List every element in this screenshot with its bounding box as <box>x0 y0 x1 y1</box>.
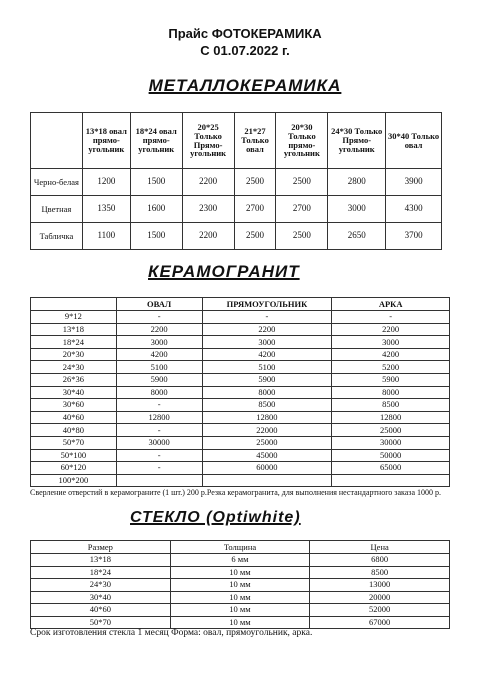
ceramo-price-cell: 8500 <box>332 399 450 412</box>
ceramo-row <box>31 462 450 475</box>
glass-table <box>30 540 450 629</box>
ceramo-row <box>31 424 450 437</box>
ceramo-size-cell: 40*60 <box>31 411 117 424</box>
ceramo-price-cell: 3000 <box>116 336 202 349</box>
ceramo-price-cell: - <box>116 311 202 324</box>
glass-size-cell: 40*60 <box>31 604 171 617</box>
metal-col-header: 18*24 овал прямо-угольник <box>130 113 182 169</box>
metal-price-cell: 1500 <box>130 169 182 196</box>
glass-row <box>31 579 450 592</box>
ceramo-size-cell: 20*30 <box>31 348 117 361</box>
ceramic-granite-heading: КЕРАМОГРАНИТ <box>148 262 300 281</box>
metal-row-label: Цветная <box>31 196 83 223</box>
ceramo-price-cell: 2200 <box>116 323 202 336</box>
ceramo-price-cell: 12800 <box>202 411 332 424</box>
glass-row <box>31 591 450 604</box>
ceramo-price-cell: 60000 <box>202 462 332 475</box>
ceramo-row <box>31 386 450 399</box>
metal-price-cell: 1600 <box>130 196 182 223</box>
ceramo-price-cell: 4200 <box>332 348 450 361</box>
ceramo-col-header: ОВАЛ <box>116 298 202 311</box>
metal-ceramic-heading: МЕТАЛЛОКЕРАМИКА <box>148 76 342 95</box>
glass-row <box>31 566 450 579</box>
metal-price-cell: 1200 <box>82 169 130 196</box>
glass-size-cell: 24*30 <box>31 579 171 592</box>
metal-col-header: 20*30 Только прямо-угольник <box>276 113 328 169</box>
ceramo-price-cell <box>116 474 202 487</box>
price-title: Прайс ФОТОКЕРАМИКА <box>168 26 322 41</box>
ceramo-row <box>31 336 450 349</box>
metal-price-cell: 2500 <box>276 169 328 196</box>
ceramo-price-cell: 5100 <box>116 361 202 374</box>
ceramo-price-cell: 5900 <box>332 373 450 386</box>
ceramo-size-cell: 18*24 <box>31 336 117 349</box>
ceramo-price-cell: 5900 <box>116 373 202 386</box>
metal-price-cell: 2200 <box>182 169 234 196</box>
ceramo-size-cell: 50*70 <box>31 436 117 449</box>
glass-col-header: Размер <box>31 541 171 554</box>
ceramo-price-cell: 5100 <box>202 361 332 374</box>
glass-row <box>31 616 450 629</box>
ceramo-price-cell: 25000 <box>202 436 332 449</box>
ceramo-size-cell: 9*12 <box>31 311 117 324</box>
metal-price-cell: 2700 <box>234 196 276 223</box>
glass-col-header: Цена <box>310 541 450 554</box>
ceramo-row <box>31 348 450 361</box>
glass-price-cell: 20000 <box>310 591 450 604</box>
metal-col-header: 13*18 овал прямо-угольник <box>82 113 130 169</box>
ceramo-price-cell: 45000 <box>202 449 332 462</box>
ceramo-size-cell: 24*30 <box>31 361 117 374</box>
metal-price-cell: 2700 <box>276 196 328 223</box>
price-date: С 01.07.2022 г. <box>200 43 290 58</box>
ceramo-price-cell: - <box>116 462 202 475</box>
metal-col-header: 30*40 Только овал <box>386 113 442 169</box>
metal-ceramic-table <box>30 112 442 250</box>
metal-col-header: 24*30 Только Прямо-угольник <box>328 113 386 169</box>
ceramo-price-cell: 3000 <box>202 336 332 349</box>
glass-price-cell: 8500 <box>310 566 450 579</box>
metal-row <box>31 169 442 196</box>
ceramo-col-header <box>31 298 117 311</box>
glass-size-cell: 13*18 <box>31 554 171 567</box>
ceramo-price-cell: 50000 <box>332 449 450 462</box>
metal-price-cell: 2800 <box>328 169 386 196</box>
ceramo-row <box>31 399 450 412</box>
ceramo-row <box>31 449 450 462</box>
glass-thickness-cell: 10 мм <box>170 591 310 604</box>
ceramo-header-row <box>31 298 450 311</box>
glass-header-row <box>31 541 450 554</box>
glass-thickness-cell: 10 мм <box>170 604 310 617</box>
ceramo-price-cell: - <box>116 449 202 462</box>
ceramo-price-cell: 12800 <box>332 411 450 424</box>
ceramo-price-cell: 12800 <box>116 411 202 424</box>
ceramo-row <box>31 361 450 374</box>
ceramo-price-cell <box>332 474 450 487</box>
ceramo-price-cell: - <box>202 311 332 324</box>
ceramo-price-cell: - <box>332 311 450 324</box>
glass-size-cell: 50*70 <box>31 616 171 629</box>
metal-price-cell: 2500 <box>276 223 328 250</box>
ceramo-row <box>31 311 450 324</box>
glass-size-cell: 18*24 <box>31 566 171 579</box>
ceramo-price-cell: 30000 <box>332 436 450 449</box>
metal-corner-cell <box>31 113 83 169</box>
metal-price-cell: 2650 <box>328 223 386 250</box>
ceramo-price-cell: 65000 <box>332 462 450 475</box>
ceramo-price-cell: 8500 <box>202 399 332 412</box>
metal-price-cell: 3700 <box>386 223 442 250</box>
metal-price-cell: 3900 <box>386 169 442 196</box>
glass-col-header: Толщина <box>170 541 310 554</box>
ceramo-price-cell: 5200 <box>332 361 450 374</box>
glass-size-cell: 30*40 <box>31 591 171 604</box>
metal-price-cell: 1100 <box>82 223 130 250</box>
ceramo-size-cell: 40*80 <box>31 424 117 437</box>
metal-price-cell: 2200 <box>182 223 234 250</box>
glass-note: Срок изготовления стекла 1 месяц Форма: овал, прямоугольник, арка. <box>30 628 313 638</box>
ceramo-size-cell: 100*200 <box>31 474 117 487</box>
glass-price-cell: 52000 <box>310 604 450 617</box>
ceramo-size-cell: 13*18 <box>31 323 117 336</box>
ceramic-granite-table <box>30 297 450 487</box>
ceramo-price-cell: 2200 <box>202 323 332 336</box>
ceramo-price-cell: 8000 <box>202 386 332 399</box>
metal-price-cell: 3000 <box>328 196 386 223</box>
ceramo-price-cell <box>202 474 332 487</box>
ceramo-price-cell: 8000 <box>116 386 202 399</box>
metal-row-label: Черно-белая <box>31 169 83 196</box>
ceramo-price-cell: 4200 <box>116 348 202 361</box>
ceramo-size-cell: 50*100 <box>31 449 117 462</box>
ceramo-price-cell: 2200 <box>332 323 450 336</box>
metal-price-cell: 1500 <box>130 223 182 250</box>
ceramo-size-cell: 60*120 <box>31 462 117 475</box>
ceramo-row <box>31 436 450 449</box>
glass-thickness-cell: 10 мм <box>170 579 310 592</box>
ceramo-size-cell: 30*40 <box>31 386 117 399</box>
glass-heading: СТЕКЛО (Optiwhite) <box>130 509 301 526</box>
ceramo-price-cell: 30000 <box>116 436 202 449</box>
ceramo-price-cell: - <box>116 424 202 437</box>
metal-col-header: 21*27 Только овал <box>234 113 276 169</box>
ceramo-price-cell: 5900 <box>202 373 332 386</box>
ceramo-row <box>31 373 450 386</box>
glass-thickness-cell: 10 мм <box>170 616 310 629</box>
ceramo-size-cell: 26*36 <box>31 373 117 386</box>
ceramic-granite-note: Сверление отверстий в керамограните (1 шт.) 200 р.Резка керамогранита, для выполнения нестандартного заказа 1000 р. <box>30 488 442 497</box>
ceramo-col-header: ПРЯМОУГОЛЬНИК <box>202 298 332 311</box>
ceramo-price-cell: - <box>116 399 202 412</box>
metal-row <box>31 223 442 250</box>
metal-price-cell: 2300 <box>182 196 234 223</box>
ceramo-price-cell: 22000 <box>202 424 332 437</box>
ceramo-size-cell: 30*60 <box>31 399 117 412</box>
glass-row <box>31 554 450 567</box>
glass-price-cell: 67000 <box>310 616 450 629</box>
glass-price-cell: 13000 <box>310 579 450 592</box>
ceramo-row <box>31 411 450 424</box>
ceramo-row <box>31 323 450 336</box>
glass-row <box>31 604 450 617</box>
metal-col-header: 20*25 Только Прямо-угольник <box>182 113 234 169</box>
metal-price-cell: 2500 <box>234 169 276 196</box>
glass-price-cell: 6800 <box>310 554 450 567</box>
metal-header-row <box>31 113 442 169</box>
ceramo-price-cell: 8000 <box>332 386 450 399</box>
metal-price-cell: 1350 <box>82 196 130 223</box>
glass-thickness-cell: 6 мм <box>170 554 310 567</box>
ceramo-price-cell: 3000 <box>332 336 450 349</box>
ceramo-row <box>31 474 450 487</box>
glass-thickness-cell: 10 мм <box>170 566 310 579</box>
metal-price-cell: 2500 <box>234 223 276 250</box>
metal-row <box>31 196 442 223</box>
ceramo-price-cell: 4200 <box>202 348 332 361</box>
metal-price-cell: 4300 <box>386 196 442 223</box>
metal-row-label: Табличка <box>31 223 83 250</box>
ceramo-col-header: АРКА <box>332 298 450 311</box>
ceramo-price-cell: 25000 <box>332 424 450 437</box>
